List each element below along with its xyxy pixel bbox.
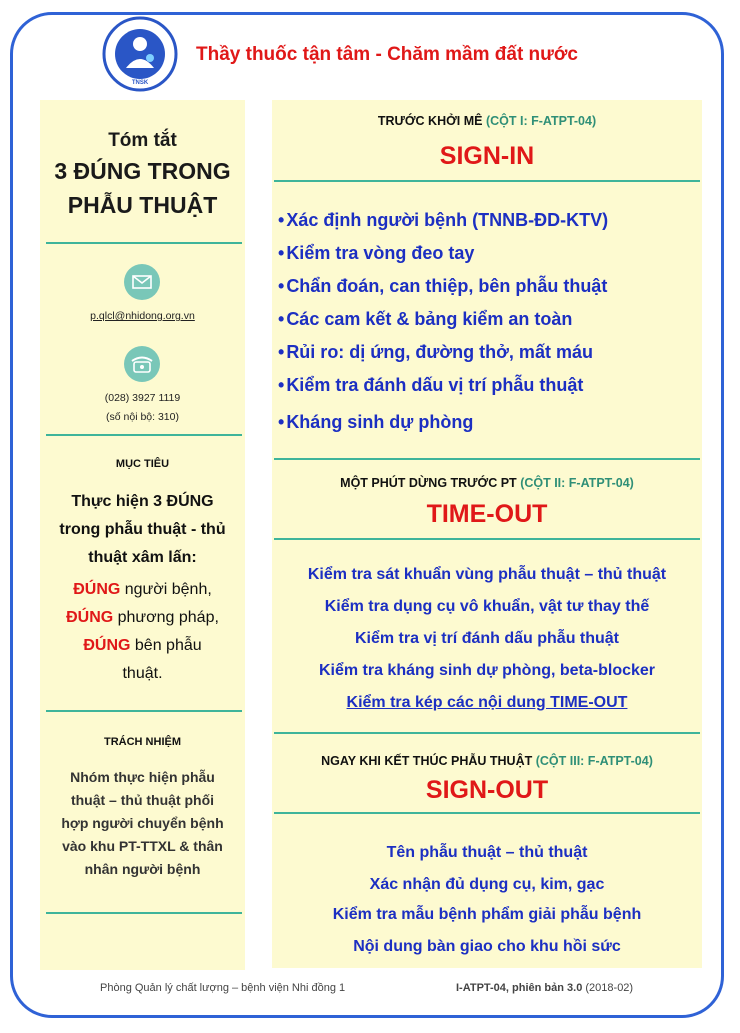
signin-item: • Chẩn đoán, can thiệp, bên phẫu thuật	[278, 276, 607, 297]
email-link[interactable]: p.qlcl@nhidong.org.vn	[90, 310, 195, 322]
timeout-item: Kiểm tra sát khuẩn vùng phẫu thuật – thủ thuật	[307, 566, 667, 583]
divider	[46, 912, 242, 914]
signout-heading: NGAY KHI KẾT THÚC PHẪU THUẬT (CỘT III: F-ATPT-04)	[321, 754, 653, 768]
signout-item: Xác nhận đủ dụng cụ, kim, gạc	[369, 876, 605, 893]
correct-item-1: ĐÚNG người bệnh,	[73, 581, 212, 598]
footer-version: I-ATPT-04, phiên bản 3.0 (2018-02)	[456, 982, 634, 994]
divider	[274, 180, 700, 182]
divider	[46, 434, 242, 436]
responsibility-line: nhân người bệnh	[84, 861, 201, 877]
divider	[46, 242, 242, 244]
signout-item: Nội dung bàn giao cho khu hồi sức	[353, 938, 621, 955]
timeout-heading: MỘT PHÚT DỪNG TRƯỚC PT (CỘT II: F-ATPT-04)	[340, 476, 634, 490]
signin-heading: TRƯỚC KHỞI MÊ (CỘT I: F-ATPT-04)	[377, 114, 597, 128]
summary-title: Tóm tắt	[108, 130, 177, 151]
goal-line-1: Thực hiện 3 ĐÚNG	[71, 493, 214, 510]
signin-item: • Rủi ro: dị ứng, đường thở, mất máu	[278, 342, 593, 363]
responsibility-line: Nhóm thực hiện phẫu	[70, 769, 215, 785]
goal-heading: MỤC TIÊU	[115, 458, 170, 470]
divider	[274, 812, 700, 814]
signout-title: SIGN-OUT	[425, 776, 549, 804]
divider	[274, 732, 700, 734]
divider	[46, 710, 242, 712]
goal-line-3: thuật xâm lấn:	[88, 549, 197, 566]
footer-department: Phòng Quản lý chất lượng – bệnh viện Nhi đồng 1	[100, 982, 346, 994]
divider	[274, 458, 700, 460]
timeout-item: Kiểm tra dụng cụ vô khuẩn, vật tư thay thế	[324, 598, 650, 615]
goal-line-2: trong phẫu thuật - thủ	[59, 521, 226, 538]
motto: Thầy thuốc tận tâm - Chăm mầm đất nước	[196, 44, 578, 65]
timeout-title: TIME-OUT	[426, 500, 548, 528]
correct-item-3: ĐÚNG bên phẫu	[83, 637, 202, 654]
correct-item-2: ĐÚNG phương pháp,	[66, 609, 219, 626]
signin-item: • Kiểm tra vòng đeo tay	[278, 243, 474, 264]
signout-item: Tên phẫu thuật – thủ thuật	[386, 844, 588, 861]
responsibility-heading: TRÁCH NHIỆM	[104, 736, 181, 748]
responsibility-line: vào khu PT-TTXL & thân	[62, 838, 223, 854]
hospital-logo	[102, 16, 178, 92]
signin-item: • Các cam kết & bảng kiểm an toàn	[278, 309, 572, 330]
correct-item-3-cont: thuật.	[122, 665, 163, 682]
signin-item: • Xác định người bệnh (TNNB-ĐD-KTV)	[278, 210, 608, 231]
signin-title: SIGN-IN	[439, 142, 535, 170]
signin-item: • Kiểm tra đánh dấu vị trí phẫu thuật	[278, 375, 583, 396]
summary-title-2: 3 ĐÚNG TRONG	[54, 158, 231, 184]
summary-title-3: PHẪU THUẬT	[67, 192, 218, 218]
timeout-item-link[interactable]: Kiểm tra kép các nội dung TIME-OUT	[346, 694, 628, 711]
responsibility-line: thuật – thủ thuật phối	[70, 792, 215, 808]
signout-item: Kiểm tra mẫu bệnh phẩm giải phẫu bệnh	[332, 906, 642, 923]
signin-item: • Kháng sinh dự phòng	[278, 412, 473, 433]
phone-number: (028) 3927 1119	[104, 392, 181, 404]
phone-icon	[124, 346, 160, 382]
phone-ext: (số nội bộ: 310)	[106, 411, 179, 423]
timeout-item: Kiểm tra kháng sinh dự phòng, beta-blocker	[318, 662, 656, 679]
responsibility-line: hợp người chuyển bệnh	[61, 815, 224, 831]
divider	[274, 538, 700, 540]
mail-icon	[124, 264, 160, 300]
timeout-item: Kiểm tra vị trí đánh dấu phẫu thuật	[354, 630, 620, 647]
svg-text:TNSK: TNSK	[131, 80, 149, 86]
